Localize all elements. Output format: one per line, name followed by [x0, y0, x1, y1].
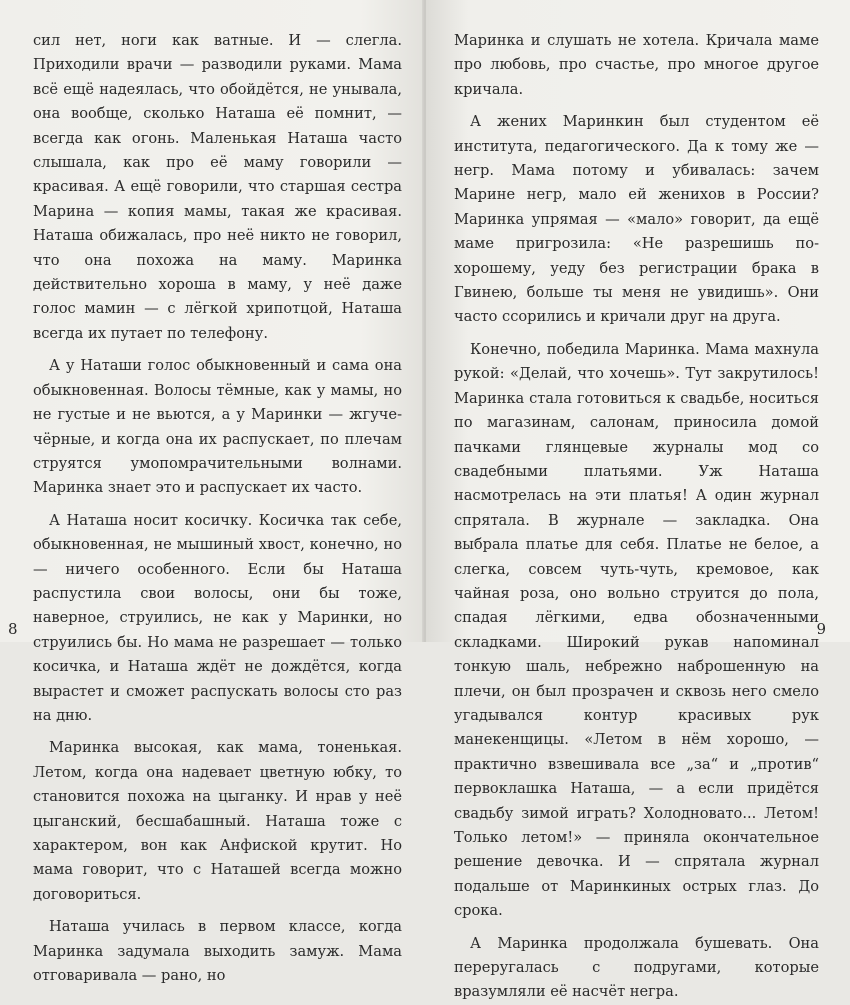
paragraph: А Наташа носит косичку. Косичка так себе, обыкновенная, не мышиный хвост, конечно, но — ничего особенного. Если бы Наташа распустила свои волосы, они бы тоже, наверное, струились, не как у Маринки, но струились бы. Но мама не разрешает — только косичка, и Наташа ждёт не дождётся, когда вырастет и сможет распускать волосы сто раз на дню. [33, 511, 402, 724]
left-page-text [33, 29, 402, 988]
paragraph: А жених Маринкин был студентом её института, педагогического. Да к тому же — негр. Мама потому и убивалась: зачем Марине негр, мало ей женихов в России? Маринка упрямая — «мало» говорит, да ещё маме пригрозила: «Не разрешишь по-хорошему, уеду без регистрации брака в Гвинею, больше ты меня не увидишь». Они часто ссорились и кричали друг на друга. [454, 113, 819, 326]
paragraph: Маринка и слушать не хотела. Кричала маме про любовь, про счастье, про многое другое кричала. [454, 32, 819, 98]
right-page-text [454, 29, 819, 1005]
page-number: 9 [816, 620, 826, 638]
paragraph: Конечно, победила Маринка. Мама махнула рукой: «Делай, что хочешь». Тут закрутилось! Маринка стала готовиться к свадьбе, носиться по магазинам, салонам, приносила домой пачками глянцевые журналы мод со свадебными платьями. Уж Наташа насмотрелась на эти платья! А один журнал спрятала. В журнале — закладка. Она выбрала платье для себя. Платье не белое, а слегка, совсем чуть-чуть, кремовое, как чайная роза, оно вольно струится до пола, спадая лёгкими, едва обозначенными складками. Широкий рукав напоминал тонкую шаль, небрежно наброшенную на плечи, он был прозрачен и сквозь него смело угадывался контур красивых рук манекенщицы. «Летом в нём хорошо, — практично взвешивала все „за“ и „против“ первоклашка Наташа, — а если придётся свадьбу зимой играть? Холодновато... Летом! Только летом!» — приняла окончательное решение девочка. И — спрятала журнал подальше от Маринкиных острых глаз. До срока. [454, 340, 819, 920]
page-number: 8 [8, 620, 18, 638]
left-page [0, 0, 424, 985]
paragraph: Наташа училась в первом классе, когда Маринка задумала выходить замуж. Мама отговаривала — рано, но [33, 918, 402, 985]
paragraph: сил нет, ноги как ватные. И — слегла. Приходили врачи — разводили руками. Мама всё ещё надеялась, что обойдётся, не унывала, она вообще, сколько Наташа её помнит, — всегда как огонь. Маленькая Наташа часто слышала, как про её маму говорили — красивая. А ещё говорили, что старшая сестра Марина — копия мамы, такая же красивая. Наташа обижалась, про неё никто не говорил, что она похожа на маму. Маринка действительно хороша в маму, у неё даже голос мамин — с лёгкой хрипотцой, Наташа всегда их путает по телефону. [33, 32, 402, 342]
paragraph: А Маринка продолжала бушевать. Она переругалась с подругами, которые вразумляли её насчёт негра. [454, 934, 819, 1001]
paragraph: А у Наташи голос обыкновенный и сама она обыкновенная. Волосы тёмные, как у мамы, но не густые и не вьются, а у Маринки — жгуче-чёрные, и когда она их распускает, по плечам струятся умопомрачительными волнами. Маринка знает это и распускает их часто. [33, 357, 402, 497]
paragraph: Маринка высокая, как мама, тоненькая. Летом, когда она надевает цветную юбку, то становится похожа на цыганку. И нрав у неё цыганский, бесшабашный. Наташа тоже с характером, вон как Анфиской крутит. Но мама говорит, что с Наташей всегда можно договориться. [33, 739, 402, 903]
right-page [426, 0, 850, 1001]
